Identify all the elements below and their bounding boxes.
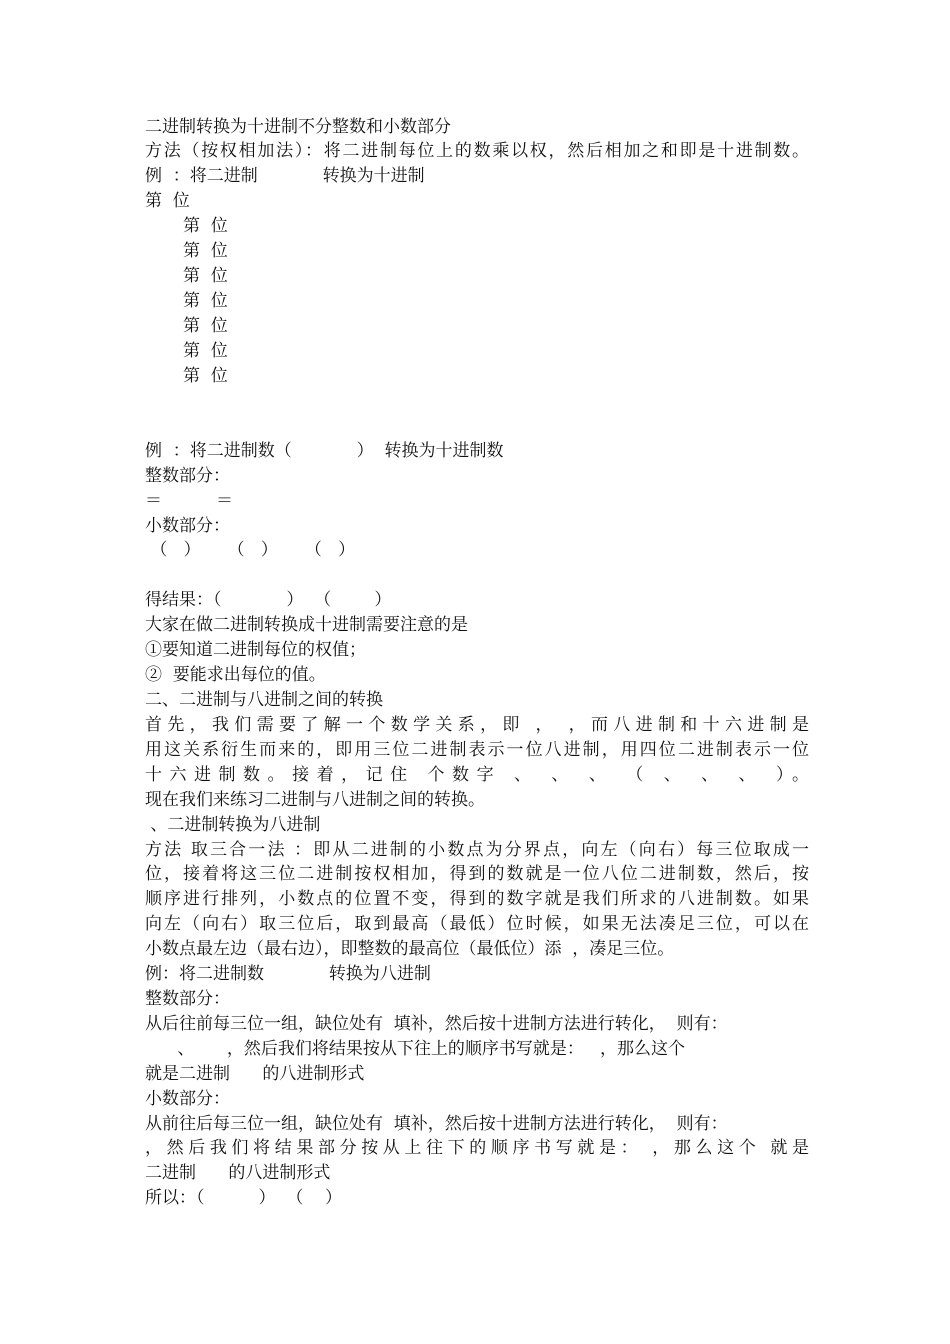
line-13-integer-part: 整数部分：	[145, 466, 230, 486]
line-36-integer-result: 就是二进制 的八进制形式	[145, 1064, 365, 1084]
line-20-point-2: ② 要能求出每位的值。	[145, 665, 326, 685]
line-17-result: 得结果：（ ） （ ）	[145, 590, 392, 610]
line-14-equals: ＝ ＝	[145, 491, 234, 511]
line-37-fraction-part: 小数部分：	[145, 1089, 230, 1109]
line-11-bit: 第 位	[183, 366, 228, 386]
line-35-integer-step: 、 ，然后我们将结果按从下往上的顺序书写就是： ，那么这个	[145, 1039, 686, 1059]
line-22-paragraph: 首先，我们需要了解一个数学关系，即 ， ，而八进制和十六进制是	[145, 715, 809, 735]
line-03-example: 例 ：将二进制 转换为十进制	[145, 166, 425, 186]
line-18-notice: 大家在做二进制转换成十进制需要注意的是	[145, 615, 468, 635]
line-08-bit: 第 位	[183, 291, 228, 311]
line-19-point-1: ①要知道二进制每位的权值；	[145, 640, 366, 660]
line-05-bit: 第 位	[183, 216, 228, 236]
line-10-bit: 第 位	[183, 341, 228, 361]
line-34-integer-step: 从后往前每三位一组，缺位处有 填补，然后按十进制方法进行转化， 则有：	[145, 1014, 728, 1034]
line-40-fraction-result: 二进制 的八进制形式	[145, 1163, 331, 1183]
line-38-fraction-step: 从前往后每三位一组，缺位处有 填补，然后按十进制方法进行转化， 则有：	[145, 1114, 728, 1134]
line-16-parens: （ ） （ ） （ ）	[145, 540, 356, 560]
line-06-bit: 第 位	[183, 241, 228, 261]
line-04-bit: 第 位	[145, 191, 190, 211]
line-24-paragraph: 十六进制数。接着，记住 个数字 、 、 、 （ 、 、 、 ）。	[145, 765, 809, 785]
line-33-integer-part: 整数部分：	[145, 989, 230, 1009]
line-29-method: 顺序进行排列，小数点的位置不变，得到的数字就是我们所求的八进制数。如果	[145, 889, 809, 909]
line-25-paragraph: 现在我们来练习二进制与八进制之间的转换。	[145, 790, 485, 810]
line-26-subheading: 、二进制转换为八进制	[145, 815, 321, 835]
line-30-method: 向左（向右）取三位后，取到最高（最低）位时候，如果无法凑足三位，可以在	[145, 914, 809, 934]
line-15-fraction-part: 小数部分：	[145, 516, 230, 536]
line-39-fraction-step: ，然后我们将结果部分按从上往下的顺序书写就是： ，那么这个 就是	[145, 1138, 809, 1158]
line-41-conclusion: 所以：（ ） （ ）	[145, 1188, 342, 1208]
line-28-method: 位，接着将这三位二进制按权相加，得到的数就是一位八位二进制数，然后，按	[145, 864, 809, 884]
line-23-paragraph: 用这关系衍生而来的，即用三位二进制表示一位八进制，用四位二进制表示一位	[145, 740, 809, 760]
line-02-method: 方法（按权相加法）：将二进制每位上的数乘以权，然后相加之和即是十进制数。	[145, 141, 809, 161]
line-07-bit: 第 位	[183, 266, 228, 286]
line-09-bit: 第 位	[183, 316, 228, 336]
line-01-heading: 二进制转换为十进制不分整数和小数部分	[145, 117, 451, 137]
line-31-method: 小数点最左边（最右边），即整数的最高位（最低位）添 ，凑足三位。	[145, 939, 675, 959]
line-27-method: 方法 取三合一法 ：即从二进制的小数点为分界点，向左（向右）每三位取成一	[145, 840, 809, 860]
line-21-section-heading: 二、二进制与八进制之间的转换	[145, 690, 383, 710]
line-12-example: 例 ：将二进制数（ ） 转换为十进制数	[145, 441, 504, 461]
line-32-example: 例：将二进制数 转换为八进制	[145, 964, 431, 984]
